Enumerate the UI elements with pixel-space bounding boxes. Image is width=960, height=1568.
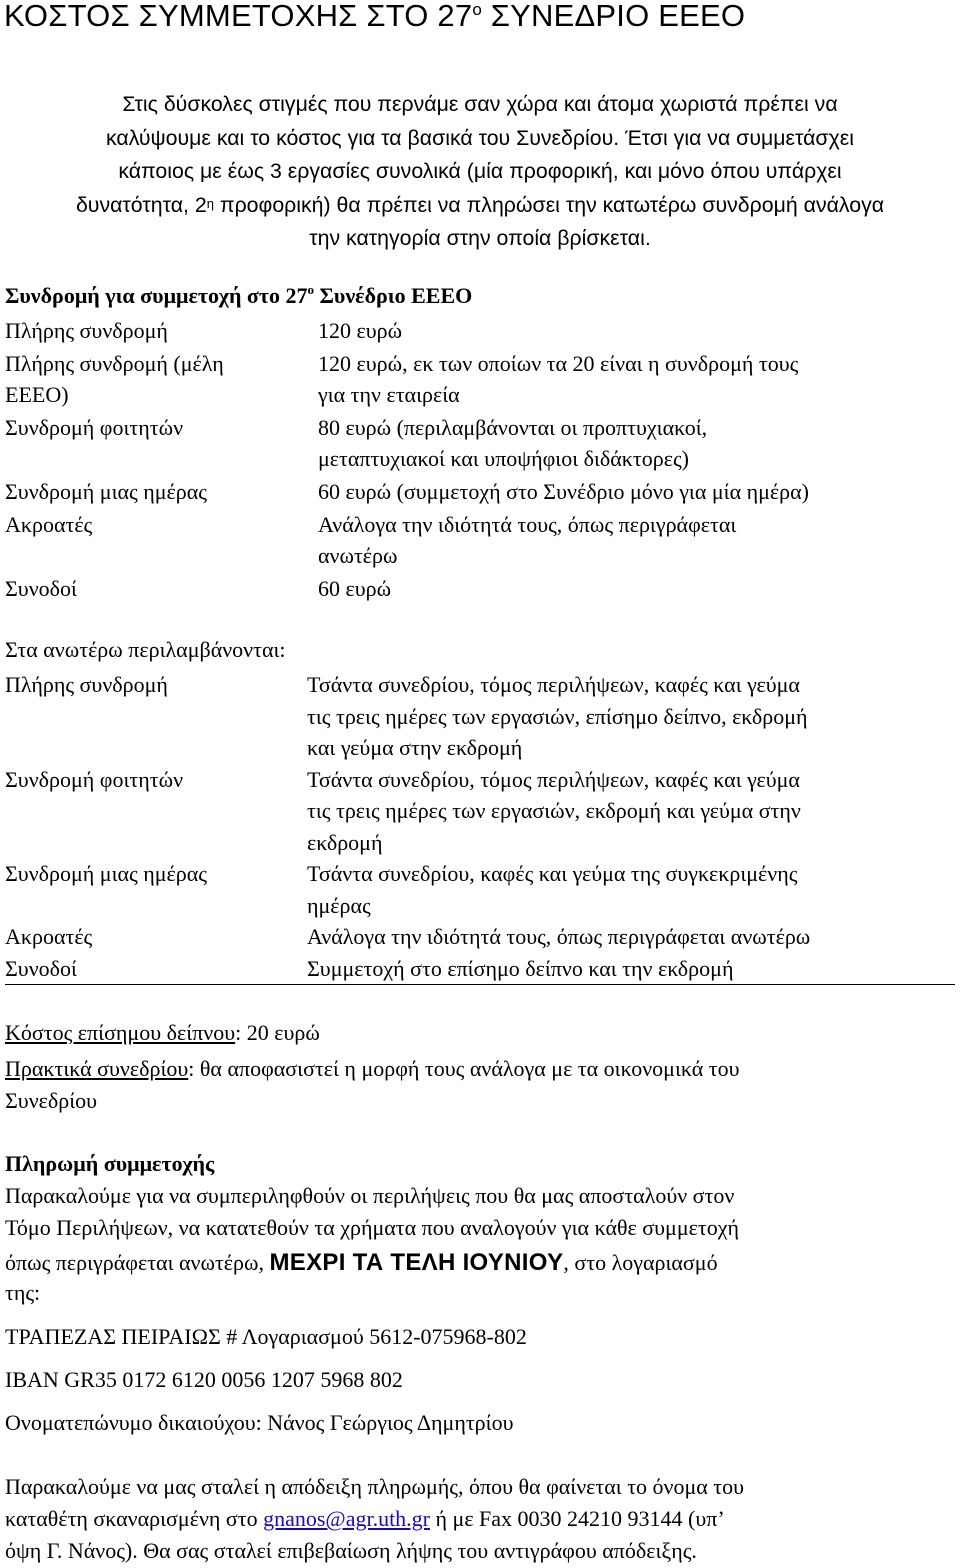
table-row [5, 571, 955, 604]
table-row [5, 921, 955, 953]
dinner-cost: Κόστος επίσημου δείπνου: 20 ευρώ [5, 1020, 320, 1045]
included-category: Συνοδοί [5, 955, 77, 981]
payment-heading: Πληρωμή συμμετοχής [5, 1151, 215, 1176]
deadline-text: ΜΕΧΡΙ ΤΑ ΤΕΛΗ ΙΟΥΝΙΟΥ [269, 1249, 564, 1276]
intro-line: την κατηγορία στην οποία βρίσκεται. [309, 226, 651, 250]
intro-line: καλύψουμε και το κόστος για τα βασικά του Συνεδρίου. Έτσι για να συμμετάσχει [106, 125, 854, 150]
included-category: Συνδρομή μιας ημέρας [5, 861, 207, 886]
bank-iban: IBAN GR35 0172 6120 0056 1207 5968 802 [5, 1367, 403, 1392]
intro-line: Στις δύσκολες στιγμές που περνάμε σαν χώρα και άτομα χωριστά πρέπει να [122, 92, 838, 116]
fee-category: Συνδρομή μιας ημέρας [5, 479, 207, 504]
proceedings-note: Πρακτικά συνεδρίου: θα αποφασιστεί η μορφή τους ανάλογα με τα οικονομικά του Συνεδρίου [5, 1056, 740, 1113]
fee-category: Συνοδοί [5, 576, 77, 601]
bank-account: ΤΡΑΠΕΖΑΣ ΠΕΙΡΑΙΩΣ # Λογαριασμού 5612-075968-802 [5, 1324, 527, 1349]
included-category: Ακροατές [5, 924, 93, 949]
intro-line: δυνατότητα, $2^\eta$ προφορική) θα πρέπει να πληρώσει την κατωτέρω συνδρομή ανάλογα [75, 192, 885, 217]
table-row [5, 474, 955, 507]
included-items: Τσάντα συνεδρίου, καφές και γεύμα της συγκεκριμένης ημέρας [307, 861, 798, 918]
fee-category: Ακροατές [5, 512, 93, 537]
fees-table [5, 315, 955, 604]
fee-category: Συνδρομή φοιτητών [5, 415, 184, 440]
table-row [5, 953, 955, 985]
fee-category: Πλήρης συνδρομή (μέλη ΕΕΕΟ) [5, 351, 224, 407]
included-category: Πλήρης συνδρομή [5, 672, 168, 697]
intro-paragraph [0, 88, 960, 256]
fee-amount: 120 ευρώ, εκ των οποίων τα 20 είναι η συνδρομή τους για την εταιρεία [318, 351, 799, 407]
included-table [5, 669, 955, 985]
included-items: Συμμετοχή στο επίσημο δείπνο και την εκδρομή [307, 955, 734, 981]
receipt-note: Παρακαλούμε να μας σταλεί η απόδειξη πληρωμής, όπου θα φαίνεται το όνομα του καταθέτη σκαναρισμένη στο gnanos@agr.uth.gr ή με Fax 0030 24210 93144 (υπ’ όψη Γ. Νάνος). Θα σας σταλεί επιβεβαίωση λήψης του αντιγράφου απόδειξης. [5, 1474, 745, 1563]
bank-beneficiary: Ονοματεπώνυμο δικαιούχου: Νάνος Γεώργιος Δημητρίου [5, 1410, 514, 1435]
table-row [5, 346, 955, 410]
payment-section: Πληρωμή συμμετοχής Παρακαλούμε για να συμπεριληφθούν οι περιλήψεις που θα μας αποσταλούν στον Τόμο Περιλήψεων, να κατατεθούν τα χρήματα που αναλογούν για κάθε συμμετοχή όπως περιγράφεται ανωτέρω, ΜΕΧΡΙ ΤΑ ΤΕΛΗ ΙΟΥΝΙΟΥ, στο λογαριασμό της: [5, 1148, 955, 1309]
included-items: Τσάντα συνεδρίου, τόμος περιλήψεων, καφές και γεύμα τις τρεις ημέρες των εργασιών, εκδρομή και γεύμα στην εκδρομή [307, 766, 801, 855]
included-items: Ανάλογα την ιδιότητά τους, όπως περιγράφεται ανωτέρω [307, 924, 811, 949]
included-items: Τσάντα συνεδρίου, τόμος περιλήψεων, καφές και γεύμα τις τρεις ημέρες των εργασιών, επίσημο δείπνο, εκδρομή και γεύμα στην εκδρομή [307, 672, 808, 760]
table-row [5, 669, 955, 764]
fee-amount: Ανάλογα την ιδιότητά τους, όπως περιγράφεται ανωτέρω [318, 512, 737, 568]
table-row [5, 764, 955, 859]
table-row [5, 315, 955, 346]
table-row [5, 507, 955, 571]
fee-amount: 80 ευρώ (περιλαμβάνονται οι προπτυχιακοί, μεταπτυχιακοί και υποψήφιοι διδάκτορες) [318, 415, 708, 471]
fee-amount: 120 ευρώ [318, 318, 403, 343]
page-title: ΚΟΣΤΟΣ ΣΥΜΜΕΤΟΧΗΣ ΣΤΟ $27^o$ ΣΥΝΕΔΡΙΟ ΕΕΕΟ [4, 0, 746, 33]
fee-amount: 60 ευρώ (συμμετοχή στο Συνέδριο μόνο για μία ημέρα) [318, 479, 809, 504]
fee-amount: 60 ευρώ [318, 576, 392, 601]
email-link[interactable]: gnanos@agr.uth.gr [263, 1506, 431, 1531]
intro-line: κάποιος με έως 3 εργασίες συνολικά (μία προφορική, και μόνο όπου υπάρχει [118, 159, 842, 183]
included-category: Συνδρομή φοιτητών [5, 766, 184, 792]
fees-heading: Συνδρομή για συμμετοχή στο $27^o$ Συνέδριο ΕΕΕΟ [5, 282, 473, 308]
table-row [5, 858, 955, 921]
fee-category: Πλήρης συνδρομή [5, 318, 168, 343]
included-heading: Στα ανωτέρω περιλαμβάνονται: [5, 637, 286, 662]
bank-details [5, 1315, 955, 1444]
table-row [5, 410, 955, 474]
